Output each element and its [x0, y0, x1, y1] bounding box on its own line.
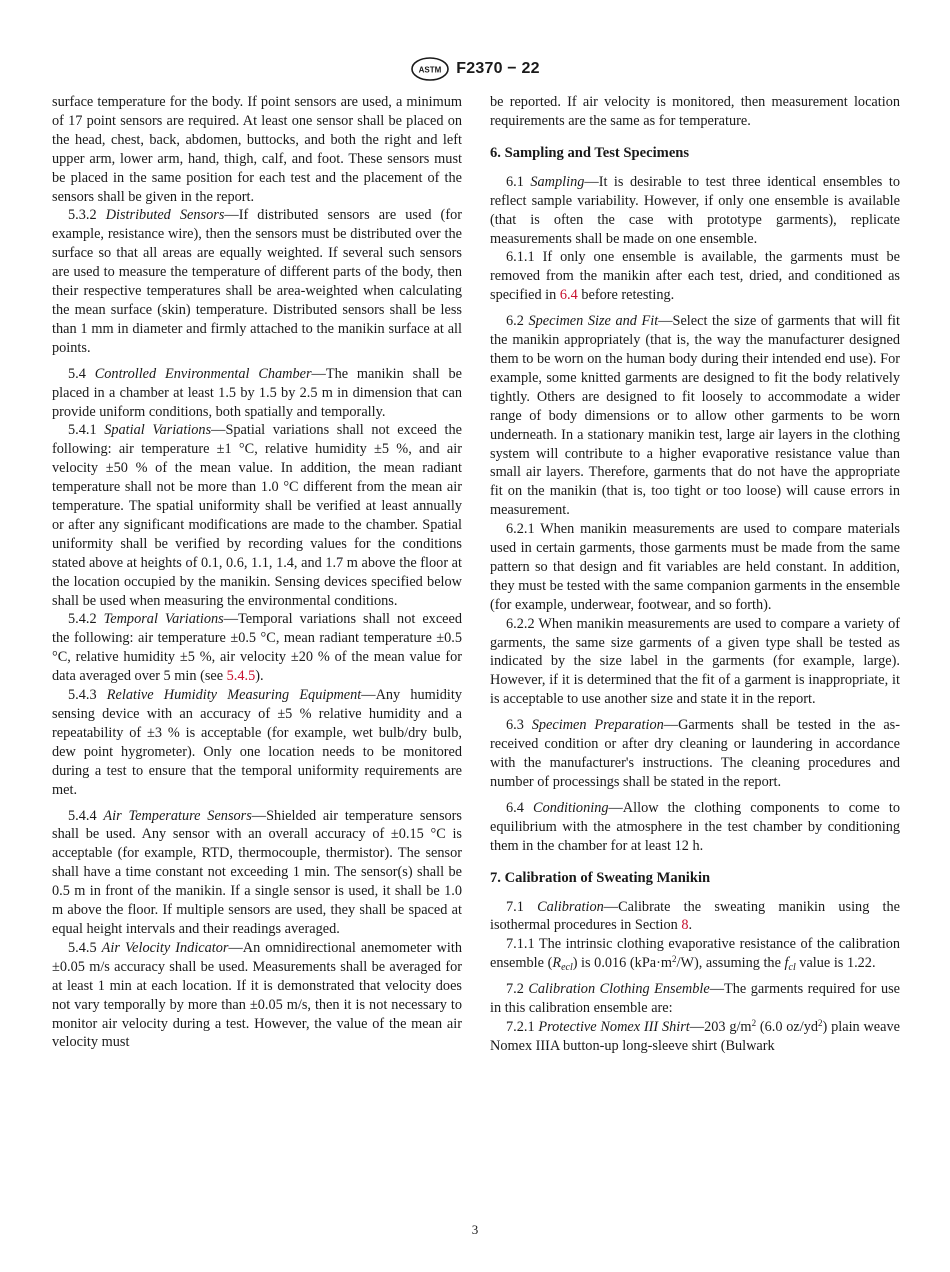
section-7-heading: 7. Calibration of Sweating Manikin: [490, 869, 711, 886]
paragraph-6-2-1: 6.2.1 When manikin measurements are used to compare materials used in certain garments, those garments must be made from the same pattern so that design and fit variables are held constant. In addition, they must be tested with the same companion garments in the ensemble (for example, underwear, footwear, and so forth).: [490, 521, 900, 613]
paragraph-7-2-1: 7.2.1 Protective Nomex III Shirt—203 $g/m^2$ (6.0 $oz/yd^2$) plain weave Nomex IIIA button-up long-sleeve shirt (Bulwark: [490, 1017, 900, 1054]
paragraph-5-4-5: 5.4.5 Air Velocity Indicator—An omnidirectional anemometer with ±0.05 m/s accuracy shall be used. Measurements shall be averaged for at least 1 min at each location. If it is demonstrated that velocity does not vary temporally by more than ±0.05 m/s, then it is not necessary to monitor air velocity during a test. However, the value of the mean air velocity must: [52, 939, 462, 1051]
section-6-heading: 6. Sampling and Test Specimens: [490, 144, 690, 161]
paragraph-5-4: 5.4 Controlled Environmental Chamber—The manikin shall be placed in a chamber at least 1.5 by 1.5 by 2.5 m in dimension that can provide uniform conditions, both spatially and temporally.: [52, 365, 462, 420]
paragraph-5-4-1: 5.4.1 Spatial Variations—Spatial variations shall not exceed the following: air temperature ±1 °C, relative humidity ±5 %, and air velocity ±50 % of the mean value. In addition, the mean radiant temperature shall not be more than 1.0 °C different from the mean air temperature. The spatial uniformity shall be verified at least annually or after any significant modifications are made to the chamber. Spatial uniformity shall be verified by recording values for the conditions stated above at heights of 0.1, 0.6, 1.1, 1.4, and 1.7 m above the floor at the location occupied by the manikin. Sensing devices specified below shall be used when measuring the environmental conditions.: [52, 422, 463, 609]
right-column: [490, 93, 900, 1056]
paragraph-6-3: 6.3 Specimen Preparation—Garments shall be tested in the as-received condition or after dry cleaning or laundering in accordance with the manufacturer's instructions. The cleaning procedures and number of processings shall be stated in the report.: [490, 717, 900, 790]
paragraph-6-2: 6.2 Specimen Size and Fit—Select the size of garments that will fit the manikin appropriately (that is, the way the manufacturer designed them to be worn on the human body during their intended end use). For example, some knitted garments are designed to fit the body relatively tightly. Others are designed to fit loosely to accommodate a wider range of body dimensions or to allow other garments to be worn underneath. In a stationary manikin test, large air layers in the clothing system will contribute to a higher evaporative resistance value than small air layers. Therefore, garments that do not have the appropriate fit on the manikin (that is, too tight or too loose) will cause errors in measurement.: [490, 313, 900, 519]
paragraph-5-4-4: 5.4.4 Air Temperature Sensors—Shielded air temperature sensors shall be used. Any sensor with an overall accuracy of ±0.15 °C is acceptable (for example, RTD, thermocouple, thermistor). The sensor shall have a time constant not exceeding 1 min. The sensor(s) shall be 0.5 m in front of the manikin. If a single sensor is used, it shall be 1.0 m above the floor. If multiple sensors are used, they shall be spaced at equal height intervals and their readings averaged.: [52, 807, 462, 937]
standard-designation: F2370 − 22: [456, 60, 540, 77]
left-column: [52, 93, 462, 1052]
paragraph-6-1-1: 6.1.1 If only one ensemble is available, the garments must be removed from the manikin after each test, dried, and conditioned as specified in 6.4 before retesting.: [490, 249, 900, 304]
astm-logo-icon: [410, 57, 450, 81]
logo-text: ASTM: [418, 65, 442, 75]
page-number: 3: [471, 1222, 479, 1237]
paragraph-6-1: 6.1 Sampling—It is desirable to test three identical ensembles to reflect sample variability. However, if only one ensemble is available (that is often the case with prototype garments), replicate measurements shall be made on one ensemble.: [490, 173, 900, 247]
paragraph-7-2: 7.2 Calibration Clothing Ensemble—The garments required for use in this calibration ensemble are:: [490, 981, 900, 1017]
page-header: [0, 56, 950, 82]
link-section-8[interactable]: 8: [681, 917, 689, 934]
link-5-4-5[interactable]: 5.4.5: [226, 668, 256, 685]
paragraph-5-3-1-continued: surface temperature for the body. If point sensors are used, a minimum of 17 point sensors are required. At least one sensor shall be placed on the head, chest, back, abdomen, buttocks, and both the right and left upper arm, lower arm, hand, thigh, calf, and foot. These sensors must be placed in the same position for each test and the placement of the sensors shall be given in the report.: [52, 94, 462, 205]
paragraph-6-4: 6.4 Conditioning—Allow the clothing components to come to equilibrium with the atmosphere in the test chamber by conditioning them in the chamber for at least 12 h.: [490, 799, 900, 854]
paragraph-5-4-2: 5.4.2 Temporal Variations—Temporal variations shall not exceed the following: air temperature ±0.5 °C, mean radiant temperature ±0.5 °C, relative humidity ±5 %, air velocity ±20 % of the mean value for data averaged over 5 min (see 5.4.5).: [52, 611, 463, 685]
paragraph-6-2-2: 6.2.2 When manikin measurements are used to compare a variety of garments, the same size garments of a given type shall be tested as indicated by the size label in the garments (for example, large). However, if it is determined that the fit of a garment is inappropriate, it is acceptable to use another size and state it in the report.: [490, 615, 900, 708]
paragraph-7-1-1: 7.1.1 The intrinsic clothing evaporative resistance of the calibration ensemble $(R_{ecl})$ is 0.016 $(kPa\cdot m^2/W)$, assuming the $f_{cl}$ value is 1.22.: [490, 936, 900, 974]
link-6-4[interactable]: 6.4: [559, 287, 578, 304]
paragraph-5-4-5-continued: be reported. If air velocity is monitored, then measurement location requirements are the same as for temperature.: [490, 94, 900, 129]
paragraph-5-3-2: 5.3.2 Distributed Sensors—If distributed sensors are used (for example, resistance wire), then the sensors must be distributed over the surface so that all areas are equally weighted. If several such sensors are used to measure the temperature of different parts of the body, then their respective temperatures shall be area-weighted when calculating the mean surface (skin) temperature. Distributed sensors shall be less than 1 mm in diameter and firmly attached to the manikin surface at all points.: [52, 207, 462, 356]
paragraph-5-4-3: 5.4.3 Relative Humidity Measuring Equipment—Any humidity sensing device with an accuracy of ±5 % relative humidity and a repeatability of ±3 % is acceptable (for example, wet bulb/dry bulb, dew point hygrometer). Only one location needs to be monitored during a test to ensure that the temporal uniformity requirements are met.: [52, 687, 462, 798]
paragraph-7-1: 7.1 Calibration—Calibrate the sweating manikin using the isothermal procedures in Section 8.: [490, 898, 900, 934]
